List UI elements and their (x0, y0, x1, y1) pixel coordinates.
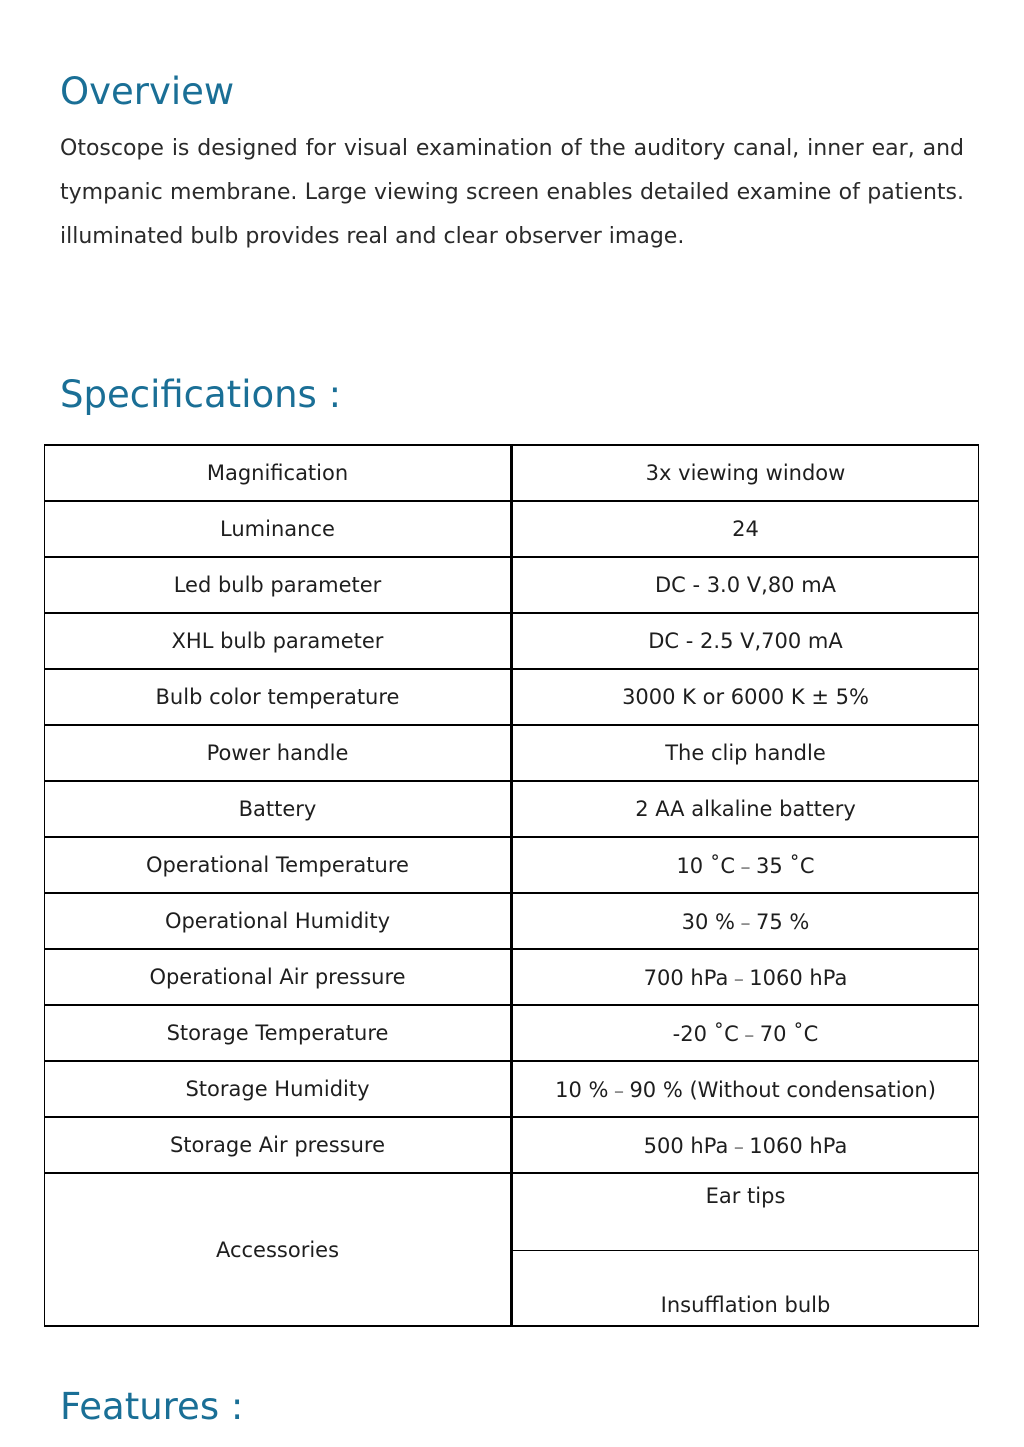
spec-value: 10 ˚C﹣35 ˚C (512, 837, 979, 893)
spec-label: Battery (45, 781, 512, 837)
spec-label: Power handle (45, 725, 512, 781)
spec-label: Storage Temperature (45, 1005, 512, 1061)
table-row (45, 1061, 979, 1117)
table-row (45, 557, 979, 613)
table-row (45, 1005, 979, 1061)
table-row (45, 949, 979, 1005)
specifications-heading: Specifications : (60, 373, 342, 416)
spec-value: The clip handle (512, 725, 979, 781)
spec-value: 2 AA alkaline battery (512, 781, 979, 837)
specifications-table (44, 444, 979, 1327)
table-row (45, 613, 979, 669)
spec-label: Bulb color temperature (45, 669, 512, 725)
features-heading: Features : (60, 1385, 244, 1428)
spec-value: 3000 K or 6000 K ± 5% (512, 669, 979, 725)
spec-value: -20 ˚C﹣70 ˚C (512, 1005, 979, 1061)
spec-value: 3x viewing window (512, 445, 979, 501)
table-row (45, 501, 979, 557)
table-row (45, 781, 979, 837)
table-row (45, 837, 979, 893)
accessory-item: Insufflation bulb (512, 1251, 979, 1327)
overview-heading: Overview (60, 70, 235, 113)
table-row (45, 669, 979, 725)
accessory-item: Ear tips (512, 1173, 979, 1251)
accessories-row (45, 1173, 979, 1251)
spec-value: DC - 3.0 V,80 mA (512, 557, 979, 613)
table-row (45, 893, 979, 949)
accessories-label: Accessories (45, 1173, 512, 1326)
spec-label: Operational Humidity (45, 893, 512, 949)
spec-label: Operational Temperature (45, 837, 512, 893)
table-row (45, 1117, 979, 1173)
spec-label: Led bulb parameter (45, 557, 512, 613)
spec-value: DC - 2.5 V,700 mA (512, 613, 979, 669)
spec-label: Storage Humidity (45, 1061, 512, 1117)
spec-label: Operational Air pressure (45, 949, 512, 1005)
spec-value: 10 %﹣90 % (Without condensation) (512, 1061, 979, 1117)
spec-label: XHL bulb parameter (45, 613, 512, 669)
spec-value: 30 %﹣75 % (512, 893, 979, 949)
table-row (45, 445, 979, 501)
spec-value: 500 hPa﹣1060 hPa (512, 1117, 979, 1173)
table-row (45, 725, 979, 781)
spec-label: Storage Air pressure (45, 1117, 512, 1173)
overview-paragraph: Otoscope is designed for visual examination of the auditory canal, inner ear, and tympanic membrane. Large viewing screen enables detailed examine of patients. illuminated bulb provides real and clear observer image. (60, 136, 964, 249)
spec-value: 24 (512, 501, 979, 557)
spec-label: Luminance (45, 501, 512, 557)
spec-value: 700 hPa﹣1060 hPa (512, 949, 979, 1005)
spec-label: Magnification (45, 445, 512, 501)
